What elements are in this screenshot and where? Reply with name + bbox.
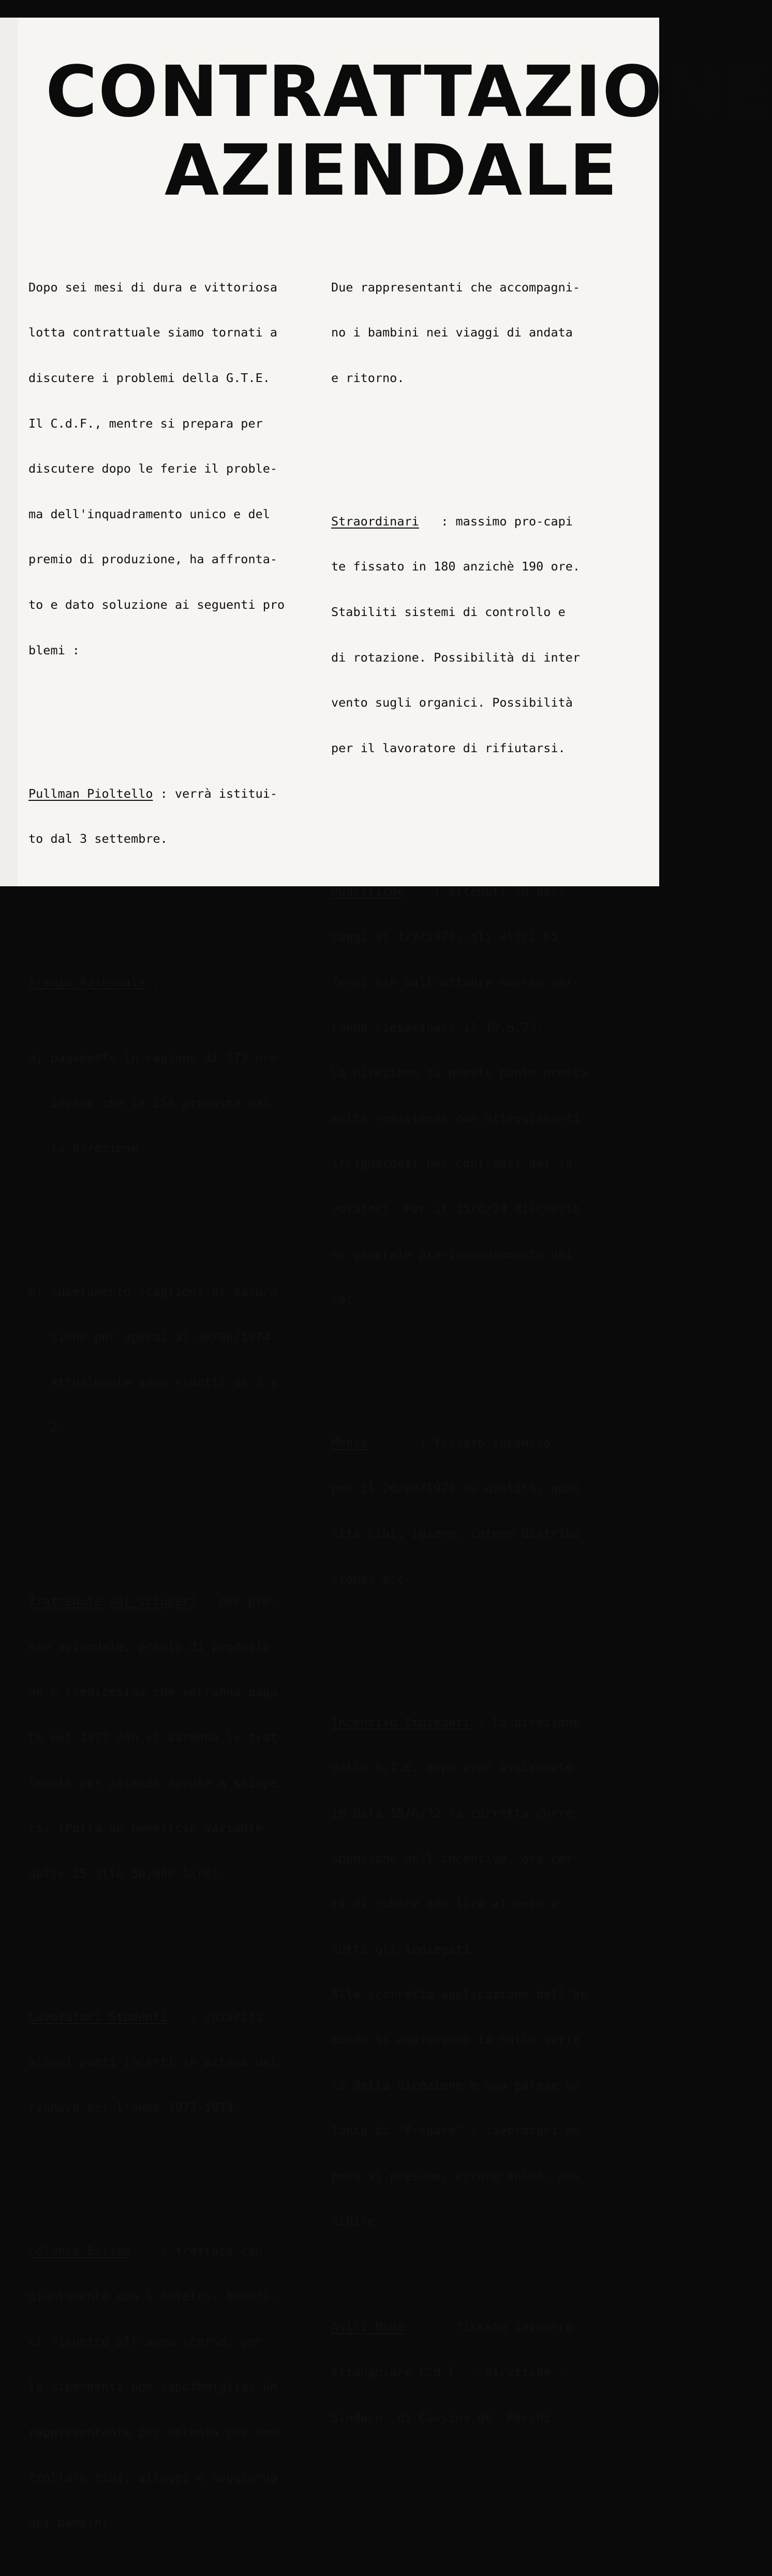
colonie-continued: Due rappresentanti che accompagni- no i bambini nei viaggi di andata e ritorno.: [331, 280, 581, 386]
section-trattenute: Trattenute per scioperi : per pre- mio aziendale, premio di produzio- ne e tredicesima che verranno paga te nel 1973 non vi saranno le trat tenute per assenze dovute a sciope ri. (Porta un beneficio variante dalle 25 alle 50.000 lire).: [28, 1594, 278, 1881]
title-line-2: AZIENDALE: [165, 130, 618, 212]
section-colonie-estive: Colonie Estive : trattato con- giuntamente con l'Autelco. Benefi- ci rispetto all'anno scorso, per le dipendenti non capofamiglia. Un rappresentante per colonia per con trollare cibi, alloggi e soggiorno dei bambini.: [28, 2243, 278, 2530]
section-heading: Trattenute per scioperi: [28, 1594, 197, 1609]
intro-paragraph: Dopo sei mesi di dura e vittoriosa lotta contrattuale siamo tornati a discutere i problemi della G.T.E. Il C.d.F., mentre si prepara per discutere dopo le ferie il proble- ma dell'inquadramento unico e del premio di produzione, ha affronta- to e dato soluzione ai seguenti pro blemi :: [28, 280, 285, 657]
scan-right-border: [659, 0, 678, 906]
section-straordinari: Straordinari : massimo pro-capi te fissato in 180 anzichè 190 ore. Stabiliti sistemi di controllo e di rotazione. Possibilità di inter vento sugli organici. Possibilità per il lavoratore di rifiutarsi.: [331, 514, 581, 755]
title-line-1: CONTRATTAZIONE: [46, 51, 772, 133]
right-column: [331, 219, 642, 2471]
section-qualifiche: Qualifiche : ottenuti 30 pas- saggi al 1/7/1973; gli altri 65 fermi sin dall'ottobre scorso ver- ranno riesaminati il 19.6.73. La Direzione su questo punto presta molte resistenze con atteggiamenti irriguardosi nei confronti dei la- voratori. Per il 25/6/73 discussio ne generale pre-inquadramento uni- co.: [331, 884, 588, 1307]
section-heading: Pullman Pioltello: [28, 786, 153, 801]
section-heading: Premio Aziendale: [28, 974, 146, 989]
left-column: [28, 219, 318, 2576]
section-mensa: Mensa : fissato incontro per il 20/06/1973 su qualità, quan tità cibi, igiene, catene distribu zione, ecc.: [331, 1436, 581, 1586]
section-premio-aziendale: Premio Aziendale : a) pagamento in ragione di 173 ore invece che le 158 proposte dal- la direzione b) superamento scaglioni di matura zione per operai al 30/06/1974. Attualmente sono ridotti da 3 a 2.: [28, 945, 318, 1496]
section-heading: Lavoratori Studenti: [28, 2009, 168, 2024]
scan-left-margin: [0, 18, 18, 886]
section-heading: Colonie Estive: [28, 2243, 131, 2258]
list-item: b) superamento scaglioni di matura zione per operai al 30/06/1974. Attualmente sono ridotti da 3 a 2.: [28, 1284, 278, 1435]
section-lavoratori-studenti: Lavoratori Studenti : chiariti alcuni punti incerti in attesa del rinnovo per l'anno 1973-1974.: [28, 2009, 278, 2115]
section-asili-nido: Asili Nido : fissato incontro triangolare C.d.F. - Direzione - Sindaco di Cassina de' Pecchi.: [331, 2319, 573, 2425]
section-heading: Mensa: [331, 1436, 368, 1451]
section-heading: Straordinari: [331, 514, 419, 529]
section-pullman: Pullman Pioltello : verrà istitui- to dal 3 settembre.: [28, 786, 278, 846]
section-heading: Qualifiche: [331, 884, 405, 899]
list-item: a) pagamento in ragione di 173 ore invece che le 158 proposte dal- la direzione: [28, 1050, 278, 1156]
section-incentivo-impiegati: Incentivo Impiegati : la direzione della G.T.E. dopo aver assicurato in data 15/6/72 la corretta corre- sponsione dell'incentivo, ora cer- ca di rubare 800 lire al mese a tutti gli impiegati. Alla scorretta applicazione dell'ac cordo si aggiungono la nulla serie tà della direzione e una palese vo lontà di "fregare" i lavoratori ap pena si presume, errore ahimè, pos sibile.: [331, 1715, 588, 2229]
section-heading: Incentivo Impiegati: [331, 1715, 470, 1730]
section-heading: Asili Nido: [331, 2319, 405, 2334]
